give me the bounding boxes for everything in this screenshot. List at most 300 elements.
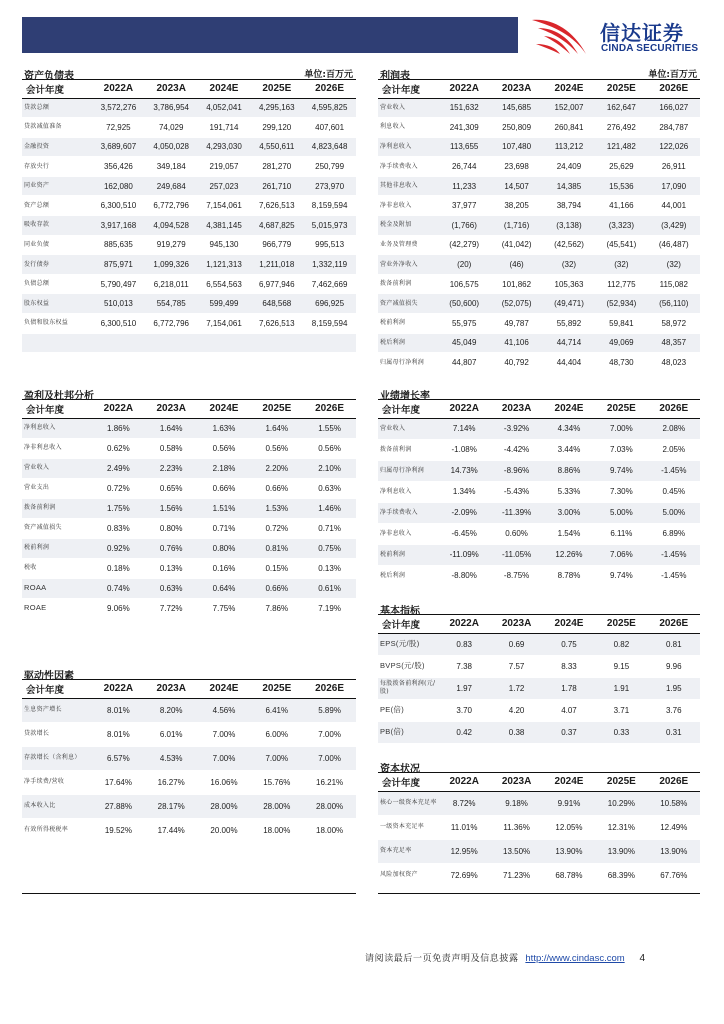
cell-value: 6,772,796 (145, 196, 198, 216)
row-label: 有效所得税税率 (22, 818, 92, 842)
cell-value: 6,977,946 (250, 274, 303, 294)
cell-value: 48,730 (595, 353, 647, 373)
cell-value: 6,300,510 (92, 196, 145, 216)
row-label: 净利息收入 (22, 418, 92, 438)
row-label: 生息资产增长 (22, 698, 92, 722)
cell-value (250, 333, 303, 353)
row-label: 利息收入 (378, 118, 438, 138)
cell-value: (41,042) (490, 235, 542, 255)
cell-value: 250,799 (303, 157, 356, 177)
cell-value: 1.51% (198, 498, 251, 518)
cell-value: 1.34% (438, 481, 490, 502)
row-label: 同业负债 (22, 235, 92, 255)
cell-value: 1.91 (595, 677, 647, 699)
cell-value: 12.49% (648, 815, 700, 839)
cell-value: 12.26% (543, 544, 595, 565)
cell-value: 4.56% (198, 698, 251, 722)
cell-value: 7.57 (490, 655, 542, 677)
table-row (378, 314, 700, 334)
row-label: 负债总额 (22, 274, 92, 294)
cell-value: 0.92% (92, 538, 145, 558)
row-label: 税金及附加 (378, 216, 438, 236)
balance-sheet-unit: 单位:百万元 (304, 70, 353, 80)
cell-value: 106,575 (438, 274, 490, 294)
disclaimer-text: 请阅读最后一页免责声明及信息披露 (365, 954, 519, 964)
cell-value: 44,001 (648, 196, 700, 216)
cell-value: -1.08% (438, 439, 490, 460)
cell-value: (32) (543, 255, 595, 275)
row-label: 净手续费收入 (378, 157, 438, 177)
cell-value: 14,507 (490, 176, 542, 196)
row-label: 净手续费收入 (378, 502, 438, 523)
cell-value: 875,971 (92, 255, 145, 275)
cell-value: 68.39% (595, 863, 647, 887)
column-header-year: 2026E (303, 400, 356, 418)
cell-value: 0.83 (438, 633, 490, 655)
table-row (22, 498, 356, 518)
capital-title: 资本状况 (380, 764, 420, 775)
table-row (378, 791, 700, 815)
row-label: 贷款总额 (22, 98, 92, 118)
cell-value: -8.80% (438, 565, 490, 586)
cell-value: 0.69 (490, 633, 542, 655)
cell-value: 6.00% (250, 722, 303, 746)
cell-value: 49,787 (490, 314, 542, 334)
cell-value: 1.64% (250, 418, 303, 438)
brand-name: 信达证券 (600, 21, 684, 45)
cell-value: 38,794 (543, 196, 595, 216)
table-row (22, 333, 356, 353)
cell-value: 407,601 (303, 118, 356, 138)
cell-value: (3,429) (648, 216, 700, 236)
row-label: 归属母行净利润 (378, 460, 438, 481)
cell-value: 48,023 (648, 353, 700, 373)
table-row (22, 98, 356, 118)
cell-value: 0.72% (92, 478, 145, 498)
table-row (378, 255, 700, 275)
cell-value: 6.01% (145, 722, 198, 746)
row-label: 负债和股东权益 (22, 314, 92, 334)
cell-value: 8,159,594 (303, 196, 356, 216)
cell-value: 26,744 (438, 157, 490, 177)
income-statement-table (378, 80, 700, 373)
cell-value: (42,279) (438, 235, 490, 255)
row-label: 业务及管理费 (378, 235, 438, 255)
cell-value: 1.78 (543, 677, 595, 699)
cell-value: 7.00% (198, 746, 251, 770)
table-row (378, 481, 700, 502)
cell-value: 25,629 (595, 157, 647, 177)
column-header-year: 2025E (595, 615, 647, 633)
capital-panel (378, 759, 700, 888)
cell-value: 12.95% (438, 839, 490, 863)
cell-value: 74,029 (145, 118, 198, 138)
column-header-year: 2025E (250, 80, 303, 98)
table-row (378, 216, 700, 236)
cell-value: -11.39% (490, 502, 542, 523)
driver-title: 驱动性因素 (24, 671, 74, 682)
cell-value: (3,138) (543, 216, 595, 236)
cell-value: 121,482 (595, 137, 647, 157)
cell-value: 3,786,954 (145, 98, 198, 118)
cell-value: 41,166 (595, 196, 647, 216)
cell-value: 599,499 (198, 294, 251, 314)
cell-value: 0.83% (92, 518, 145, 538)
cell-value: 12.31% (595, 815, 647, 839)
driver-panel (22, 666, 356, 843)
cell-value: 0.71% (198, 518, 251, 538)
cell-value: 16.21% (303, 770, 356, 794)
cell-value: 11.36% (490, 815, 542, 839)
table-row (22, 722, 356, 746)
cell-value: 3,572,276 (92, 98, 145, 118)
table-row (378, 196, 700, 216)
table-row (378, 98, 700, 118)
cell-value: 15,536 (595, 176, 647, 196)
cell-value: 28.00% (198, 794, 251, 818)
cell-value: 257,023 (198, 176, 251, 196)
cell-value (303, 333, 356, 353)
cell-value: 4.20 (490, 699, 542, 721)
cell-value: 0.42 (438, 721, 490, 743)
cell-value: 4,295,163 (250, 98, 303, 118)
income-statement-panel (378, 66, 700, 373)
table-row (22, 157, 356, 177)
cell-value: 3.71 (595, 699, 647, 721)
row-label: EPS(元/股) (378, 633, 438, 655)
cell-value: 276,492 (595, 118, 647, 138)
cell-value: 4,595,825 (303, 98, 356, 118)
cell-value: 0.65% (145, 478, 198, 498)
growth-title-bar (378, 386, 700, 400)
cell-value: 7.03% (595, 439, 647, 460)
table-row (22, 746, 356, 770)
header-banner (22, 17, 518, 53)
row-label: 归属母行净利润 (378, 353, 438, 373)
cell-value: 299,120 (250, 118, 303, 138)
row-label: 税收 (22, 558, 92, 578)
cell-value: -5.43% (490, 481, 542, 502)
row-label: 净非利息收入 (22, 438, 92, 458)
cell-value: 7,626,513 (250, 314, 303, 334)
cell-value: 995,513 (303, 235, 356, 255)
column-header-year: 2025E (595, 773, 647, 791)
cell-value: 5.33% (543, 481, 595, 502)
cell-value: 11.01% (438, 815, 490, 839)
cell-value: (56,110) (648, 294, 700, 314)
cell-value: 151,632 (438, 98, 490, 118)
cell-value: 18.00% (250, 818, 303, 842)
cell-value: 7.14% (438, 418, 490, 439)
cell-value: -1.45% (648, 565, 700, 586)
cell-value: -2.09% (438, 502, 490, 523)
cell-value: 45,049 (438, 333, 490, 353)
column-header-label: 会计年度 (378, 80, 438, 98)
column-header-year: 2023A (490, 80, 542, 98)
cell-value: 0.56% (198, 438, 251, 458)
column-header-label: 会计年度 (22, 680, 92, 698)
column-header-year: 2024E (543, 80, 595, 98)
cell-value: (20) (438, 255, 490, 275)
column-header-year: 2022A (92, 400, 145, 418)
row-label: 每股拨备前利润(元/股) (378, 677, 438, 699)
row-label: 贷款增长 (22, 722, 92, 746)
cell-value: (32) (595, 255, 647, 275)
column-header-year: 2022A (92, 80, 145, 98)
brand-name-en: CINDA SECURITIES (601, 43, 699, 54)
column-header-year: 2022A (438, 773, 490, 791)
cell-value: 0.61% (303, 578, 356, 598)
column-header-label: 会计年度 (22, 80, 92, 98)
cell-value: -4.42% (490, 439, 542, 460)
cell-value: 4,823,648 (303, 137, 356, 157)
cell-value: 4,687,825 (250, 216, 303, 236)
column-header-year: 2022A (92, 680, 145, 698)
cell-value: 5,790,497 (92, 274, 145, 294)
cell-value: 0.82 (595, 633, 647, 655)
cell-value: 7.00% (250, 746, 303, 770)
cell-value: 885,635 (92, 235, 145, 255)
cell-value: 191,714 (198, 118, 251, 138)
column-header-label: 会计年度 (378, 400, 438, 418)
row-label: 净手续费/营收 (22, 770, 92, 794)
cell-value: 101,862 (490, 274, 542, 294)
cell-value: 44,404 (543, 353, 595, 373)
basic-indicators-title-bar (378, 601, 700, 615)
table-row (22, 578, 356, 598)
cell-value: 58,972 (648, 314, 700, 334)
cell-value: 17,090 (648, 176, 700, 196)
row-label: 拨备前利润 (378, 274, 438, 294)
cell-value: 72.69% (438, 863, 490, 887)
cell-value: 0.81% (250, 538, 303, 558)
cell-value: 696,925 (303, 294, 356, 314)
cell-value: -11.09% (438, 544, 490, 565)
bottom-rule-left (22, 893, 356, 894)
table-row (378, 418, 700, 439)
cell-value: -11.05% (490, 544, 542, 565)
row-label: 资产减值损失 (378, 294, 438, 314)
row-label: 资本充足率 (378, 839, 438, 863)
cell-value: 16.06% (198, 770, 251, 794)
cell-value: 28.00% (250, 794, 303, 818)
cell-value: 7,626,513 (250, 196, 303, 216)
column-header-year: 2025E (595, 80, 647, 98)
cell-value: 0.66% (198, 478, 251, 498)
cell-value: 0.66% (250, 578, 303, 598)
cell-value (145, 333, 198, 353)
cell-value: 27.88% (92, 794, 145, 818)
cell-value: 6.41% (250, 698, 303, 722)
table-row (22, 274, 356, 294)
row-label: 核心一级资本充足率 (378, 791, 438, 815)
profitability-panel (22, 386, 356, 619)
cell-value: 3.70 (438, 699, 490, 721)
row-label: 税后利润 (378, 565, 438, 586)
cell-value: 38,205 (490, 196, 542, 216)
cell-value: 241,309 (438, 118, 490, 138)
website-link[interactable]: http://www.cindasc.com (525, 953, 625, 964)
cell-value: 219,057 (198, 157, 251, 177)
table-row (22, 137, 356, 157)
table-row (22, 698, 356, 722)
cell-value (198, 333, 251, 353)
table-row (22, 118, 356, 138)
cell-value: 5,015,973 (303, 216, 356, 236)
cell-value: 1.75% (92, 498, 145, 518)
cell-value: 8.20% (145, 698, 198, 722)
table-row (22, 216, 356, 236)
cell-value: -8.96% (490, 460, 542, 481)
cell-value: 8.78% (543, 565, 595, 586)
capital-table (378, 773, 700, 888)
cell-value: 59,841 (595, 314, 647, 334)
table-row (22, 518, 356, 538)
cell-value: (50,600) (438, 294, 490, 314)
brand-logo (528, 14, 708, 58)
cell-value: (49,471) (543, 294, 595, 314)
cell-value: 7,154,061 (198, 314, 251, 334)
cell-value: 14,385 (543, 176, 595, 196)
column-header-year: 2022A (438, 615, 490, 633)
row-label: 同业资产 (22, 176, 92, 196)
column-header-year: 2026E (648, 80, 700, 98)
cell-value: 2.10% (303, 458, 356, 478)
cell-value: 9.74% (595, 460, 647, 481)
row-label: 净利息收入 (378, 481, 438, 502)
cell-value: 1.54% (543, 523, 595, 544)
column-header-year: 2026E (303, 680, 356, 698)
cell-value: 8.33 (543, 655, 595, 677)
cell-value: 945,130 (198, 235, 251, 255)
table-row (22, 235, 356, 255)
cell-value: 14.73% (438, 460, 490, 481)
cell-value: 13.90% (595, 839, 647, 863)
row-label: 税前利润 (378, 314, 438, 334)
cell-value: (32) (648, 255, 700, 275)
row-label: 营业收入 (22, 458, 92, 478)
cell-value: (52,075) (490, 294, 542, 314)
cell-value: 8,159,594 (303, 314, 356, 334)
cell-value: 28.00% (303, 794, 356, 818)
column-header-year: 2025E (595, 400, 647, 418)
row-label: 成本收入比 (22, 794, 92, 818)
cell-value: 0.15% (250, 558, 303, 578)
column-header-year: 2026E (648, 615, 700, 633)
row-label: 净利息收入 (378, 137, 438, 157)
page-footer (365, 951, 645, 964)
cell-value: 4.07 (543, 699, 595, 721)
profitability-title: 盈利及杜邦分析 (24, 391, 94, 402)
cell-value: 55,892 (543, 314, 595, 334)
cell-value: 7.00% (198, 722, 251, 746)
cell-value: 19.52% (92, 818, 145, 842)
column-header-year: 2024E (543, 773, 595, 791)
cell-value: 0.37 (543, 721, 595, 743)
cell-value: 5.00% (595, 502, 647, 523)
cell-value: 0.75 (543, 633, 595, 655)
cell-value: 0.18% (92, 558, 145, 578)
cell-value: 0.33 (595, 721, 647, 743)
cell-value: 4.53% (145, 746, 198, 770)
cinda-swoosh-icon (528, 14, 592, 58)
table-row (22, 458, 356, 478)
cell-value: 0.13% (303, 558, 356, 578)
cell-value: 3,689,607 (92, 137, 145, 157)
table-row (378, 699, 700, 721)
cell-value: 7.00% (303, 746, 356, 770)
table-row (22, 438, 356, 458)
cell-value: 44,714 (543, 333, 595, 353)
growth-title: 业绩增长率 (380, 391, 430, 402)
cell-value: 1,211,018 (250, 255, 303, 275)
cell-value: 284,787 (648, 118, 700, 138)
row-label: BVPS(元/股) (378, 655, 438, 677)
table-row (378, 333, 700, 353)
cell-value: 0.80% (198, 538, 251, 558)
cell-value: 3.76 (648, 699, 700, 721)
cell-value: 7.86% (250, 598, 303, 618)
cell-value: 1.55% (303, 418, 356, 438)
cell-value: 2.23% (145, 458, 198, 478)
cell-value: 261,710 (250, 176, 303, 196)
cell-value: 7,462,669 (303, 274, 356, 294)
cell-value: 48,357 (648, 333, 700, 353)
cell-value: 510,013 (92, 294, 145, 314)
cell-value: 0.81 (648, 633, 700, 655)
cell-value: 72,925 (92, 118, 145, 138)
cell-value: 23,698 (490, 157, 542, 177)
table-row (22, 418, 356, 438)
cell-value: (46,487) (648, 235, 700, 255)
table-row (22, 558, 356, 578)
column-header-label: 会计年度 (378, 615, 438, 633)
column-header-year: 2023A (490, 400, 542, 418)
table-row (378, 677, 700, 699)
row-label: 发行债券 (22, 255, 92, 275)
column-header-year: 2024E (543, 400, 595, 418)
cell-value: 0.80% (145, 518, 198, 538)
cell-value: 6.57% (92, 746, 145, 770)
column-header-year: 2022A (438, 400, 490, 418)
table-row (22, 478, 356, 498)
row-label: 存放央行 (22, 157, 92, 177)
cell-value: 8.72% (438, 791, 490, 815)
table-row (22, 770, 356, 794)
bottom-rule-right (378, 893, 700, 894)
cell-value: 152,007 (543, 98, 595, 118)
cell-value: 6,300,510 (92, 314, 145, 334)
growth-panel (378, 386, 700, 587)
cell-value: 0.64% (198, 578, 251, 598)
cell-value: 71.23% (490, 863, 542, 887)
cell-value: 28.17% (145, 794, 198, 818)
cell-value: 0.56% (250, 438, 303, 458)
table-row (378, 502, 700, 523)
column-header-year: 2024E (198, 400, 251, 418)
cell-value: 7.06% (595, 544, 647, 565)
cell-value: 9.91% (543, 791, 595, 815)
row-label: 净非息收入 (378, 523, 438, 544)
row-label: 股东权益 (22, 294, 92, 314)
table-row (378, 157, 700, 177)
cell-value: 0.75% (303, 538, 356, 558)
cell-value: 3,917,168 (92, 216, 145, 236)
cell-value: 10.58% (648, 791, 700, 815)
table-row (22, 176, 356, 196)
table-row (22, 294, 356, 314)
column-header-year: 2023A (490, 773, 542, 791)
